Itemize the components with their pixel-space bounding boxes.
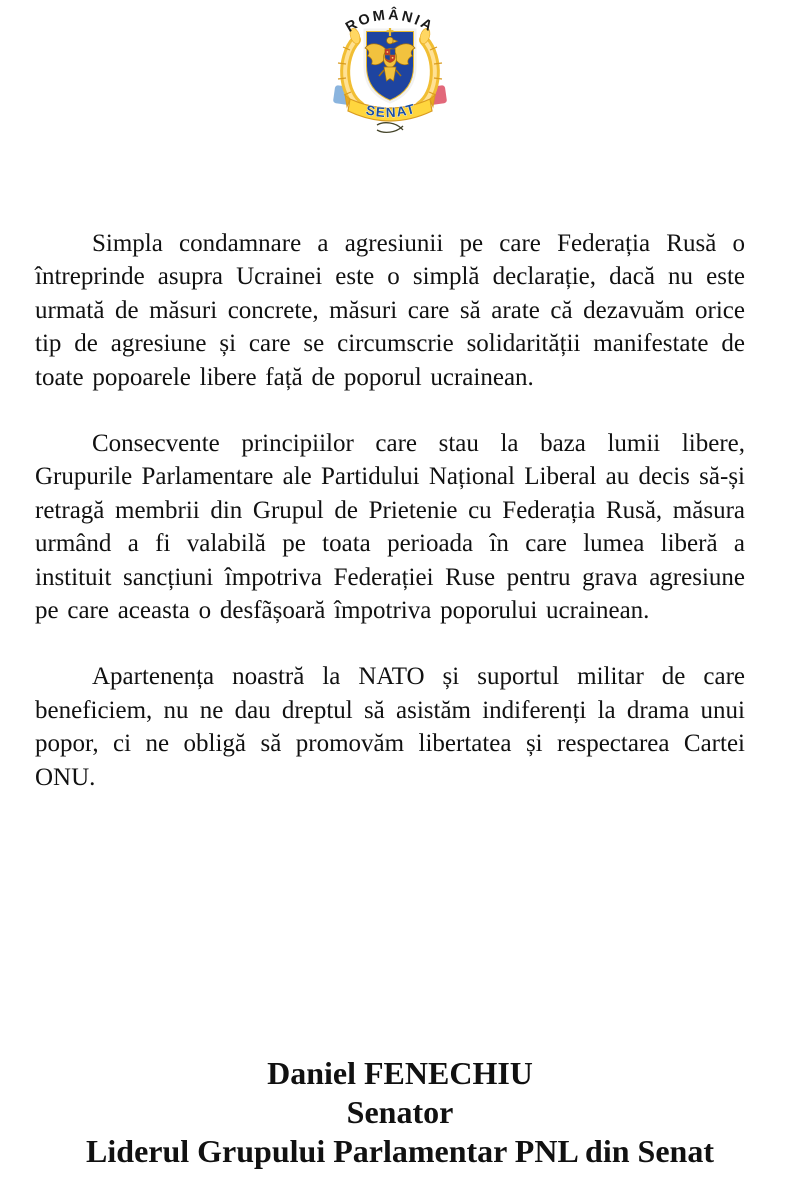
body-paragraph-1: Simpla condamnare a agresiunii pe care Federația Rusă o întreprinde asupra Ucrainei este o simplă declarație, dacă nu este urmată de măsuri concrete, măsuri care să arate că dezavuăm orice tip de agresiune și care se circumscrie solidarității manifestate de toate popoarele libere față de poporul ucrainean. [35, 230, 745, 391]
signature-title: Senator [346, 1094, 454, 1130]
signature-name: Daniel FENECHIU [267, 1055, 533, 1091]
country-arc-label: ROMÂNIA [343, 7, 437, 36]
senat-banner-label: SENAT [364, 100, 418, 121]
senate-letterhead [320, 0, 460, 148]
body-paragraph-3: Apartenența noastră la NATO și suportul militar de care beneficiem, nu ne dau dreptul să asistăm indiferenți la drama unui popor, ci ne obligă să promovăm libertatea și respectarea Cartei ONU. [35, 663, 745, 791]
body-paragraph-2: Consecvente principiilor care stau la baza lumii libere, Grupurile Parlamentare ale Partidului Național Liberal au decis să-și retragă membrii din Grupul de Prietenie cu Federația Rusă, măsura urmând a fi valabilă pe toata perioada în care lumea liberă a instituit sancțiuni împotriva Federației Ruse pentru grava agresiune pe care aceasta o desfãșoară împotriva poporului ucrainean. [35, 430, 745, 625]
senate-coat-of-arms [320, 0, 460, 148]
letter-body [35, 227, 745, 794]
crossed-stems-icon [377, 123, 403, 133]
signature-role: Liderul Grupului Parlamentar PNL din Senat [86, 1133, 714, 1169]
signature-block [0, 1054, 800, 1171]
chest-shield-icon [385, 49, 395, 63]
